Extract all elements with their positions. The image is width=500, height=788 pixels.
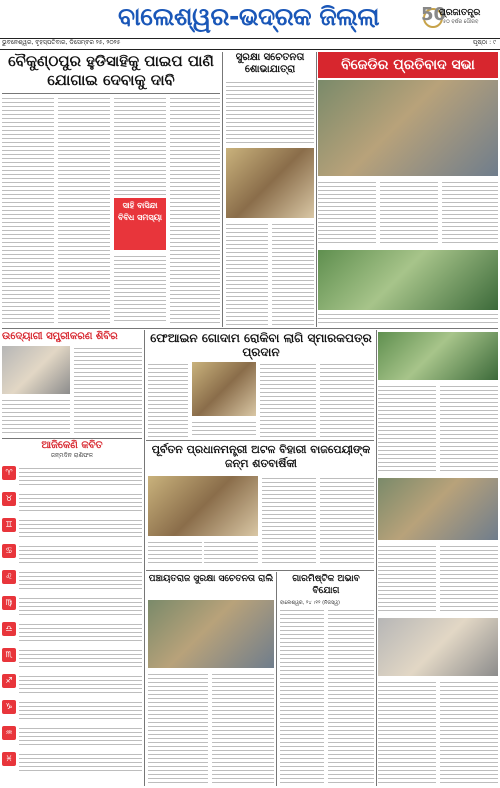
horoscope-item	[2, 752, 142, 778]
kumbha-icon: ♒	[2, 726, 16, 740]
makara-icon: ♑	[2, 700, 16, 714]
simha-icon: ♌	[2, 570, 16, 584]
section-rule	[146, 440, 374, 441]
right-text	[378, 384, 436, 474]
right-text	[440, 680, 498, 784]
horoscope-item	[2, 466, 142, 492]
right-text	[378, 544, 436, 614]
story7-photo	[148, 476, 258, 536]
masthead	[0, 0, 500, 38]
newspaper-logo	[421, 6, 493, 28]
story2-text	[272, 222, 314, 326]
horoscope-header	[2, 440, 142, 462]
horoscope-item	[2, 544, 142, 570]
story1-column	[170, 96, 220, 324]
masthead-title: ବାଲେଶ୍ୱର-ଭଦ୍ରକ ଜିଲ୍ଲା	[118, 2, 380, 31]
section-rule	[146, 570, 374, 571]
story8-photo	[148, 600, 274, 668]
story7-text	[262, 476, 316, 566]
story8-text	[212, 672, 274, 784]
mithuna-icon: ♊	[2, 518, 16, 532]
mesha-icon: ♈	[2, 466, 16, 480]
story2-text	[226, 80, 314, 144]
story3-text	[380, 180, 438, 246]
column-rule	[316, 52, 317, 327]
right-text	[440, 544, 498, 614]
section-rule	[2, 328, 498, 329]
right-text	[378, 680, 436, 784]
brushchika-icon: ♏	[2, 648, 16, 662]
story8-headline: ପଞ୍ଚାୟତରାଜ ସୁରକ୍ଷା ସଚେତନତା ରାଲି	[148, 574, 274, 584]
story3-text	[442, 180, 498, 246]
story6-headline-box	[148, 331, 374, 359]
story6-photo	[192, 362, 256, 416]
story7-headline-box	[148, 443, 374, 471]
story2-text	[226, 222, 268, 326]
column-rule	[222, 52, 223, 327]
brusha-icon: ♉	[2, 492, 16, 506]
story6-text	[320, 362, 374, 438]
page-number: ପୃଷ୍ଠା : ୯	[472, 39, 496, 46]
story1-pull-quote: ସାହି ବାସିନ୍ଦା ବିବିଧ ସମସ୍ୟା	[114, 198, 166, 250]
horoscope-item	[2, 622, 142, 648]
story1-column	[58, 96, 110, 324]
horoscope-item	[2, 570, 142, 596]
story1-headline: ବୈକୁଣ୍ଠପୁର ହୁଡିସାହିକୁ ପାଇପ ପାଣି ଯୋଗାଇ ଦେବାକୁ ଦାବି	[8, 52, 214, 89]
column-rule	[376, 330, 377, 786]
story9-text	[280, 608, 324, 784]
logo-brand: ପ୍ରଜାତନ୍ତ୍ର	[439, 8, 481, 18]
story3-photo	[318, 80, 498, 176]
horoscope-item	[2, 726, 142, 752]
story1-headline-box	[2, 52, 220, 92]
story3-text	[318, 180, 376, 246]
dateline	[0, 38, 500, 50]
story6-text	[192, 420, 256, 438]
story5-headline-box	[2, 331, 142, 343]
story5-text	[74, 346, 142, 434]
story6-text	[148, 362, 188, 438]
horoscope-item	[2, 518, 142, 544]
right-photo-3	[378, 618, 498, 676]
story1-column	[2, 96, 54, 324]
story5-headline: ଉଦ୍ୟୋଗୀ ସମ୍ପ୍ରୀକରଣ ଶିବିର	[2, 331, 118, 342]
dateline-date: ଭୁବନେଶ୍ୱର, ବୃହସ୍ପତିବାର, ଡିସେମ୍ବର ୨୫, ୨୦୨୫	[2, 39, 121, 46]
column-rule	[276, 572, 277, 786]
divider	[2, 93, 220, 94]
column-rule	[144, 330, 145, 440]
story1-column	[114, 96, 166, 196]
horoscope-item	[2, 596, 142, 622]
logo-tagline: ୫୦ ବର୍ଷର ଗୌରବ	[443, 19, 479, 25]
story7-headline: ପୂର୍ବତନ ପ୍ରଧାନମନ୍ତ୍ରୀ ଅଟଳ ବିହାରୀ ବାଜପେୟୀଙ୍କ ଜନ୍ମ ଶତବାର୍ଷିକୀ	[151, 443, 371, 470]
story3-banner	[318, 52, 498, 78]
horoscope-title: ଆଜିକେଣି କବିତ	[41, 440, 103, 451]
story7-text	[204, 540, 258, 566]
story2-photo	[226, 148, 314, 218]
story3-headline: ବିଜେଡିର ପ୍ରତିବାଦ ସଭା	[341, 57, 475, 73]
story9-text	[328, 608, 374, 784]
story8-text	[148, 672, 208, 784]
story5-text	[2, 398, 70, 434]
logo-number: 50	[421, 4, 447, 25]
section-rule	[2, 438, 142, 439]
right-text	[440, 384, 498, 474]
story2-headline: ସୁରକ୍ଷା ସଚେତନତା ଶୋଭାଯାତ୍ରା	[235, 52, 305, 75]
story1-column	[114, 254, 166, 324]
meena-icon: ♓	[2, 752, 16, 766]
story3-photo-2	[318, 250, 498, 310]
story6-text	[260, 362, 316, 438]
kanya-icon: ♍	[2, 596, 16, 610]
story9-headline: ଗାରମିଷ୍ଟିକ ଅଭାବ ବିଯୋଗ	[292, 574, 360, 596]
column-rule	[144, 440, 145, 786]
horoscope-list	[2, 466, 142, 786]
right-photo-2	[378, 478, 498, 540]
dhanu-icon: ♐	[2, 674, 16, 688]
story9-headline-box	[278, 573, 374, 597]
story3-text	[318, 312, 498, 326]
story7-text	[320, 476, 374, 566]
story2-headline-box	[226, 52, 314, 76]
horoscope-item	[2, 700, 142, 726]
horoscope-subtitle: ଜନ୍ମଦିନ ରାଶିଫଳ	[50, 452, 94, 459]
story5-photo	[2, 346, 70, 394]
story8-headline-box	[148, 573, 274, 585]
story9-dateline: ବାଲେଶ୍ୱର, ୨୪ ।୧୨ (ନିଜସ୍ୱ)	[280, 600, 340, 606]
horoscope-item	[2, 492, 142, 518]
karkata-icon: ♋	[2, 544, 16, 558]
story7-text	[148, 540, 202, 566]
horoscope-item	[2, 648, 142, 674]
story6-headline: ଫେଆଇନ ଗୋଦାମ ରୋକିବା ଲାଗି ସ୍ମାରକପତ୍ର ପ୍ରଦାନ	[150, 331, 372, 359]
right-photo-1	[378, 332, 498, 380]
tula-icon: ♎	[2, 622, 16, 636]
horoscope-item	[2, 674, 142, 700]
